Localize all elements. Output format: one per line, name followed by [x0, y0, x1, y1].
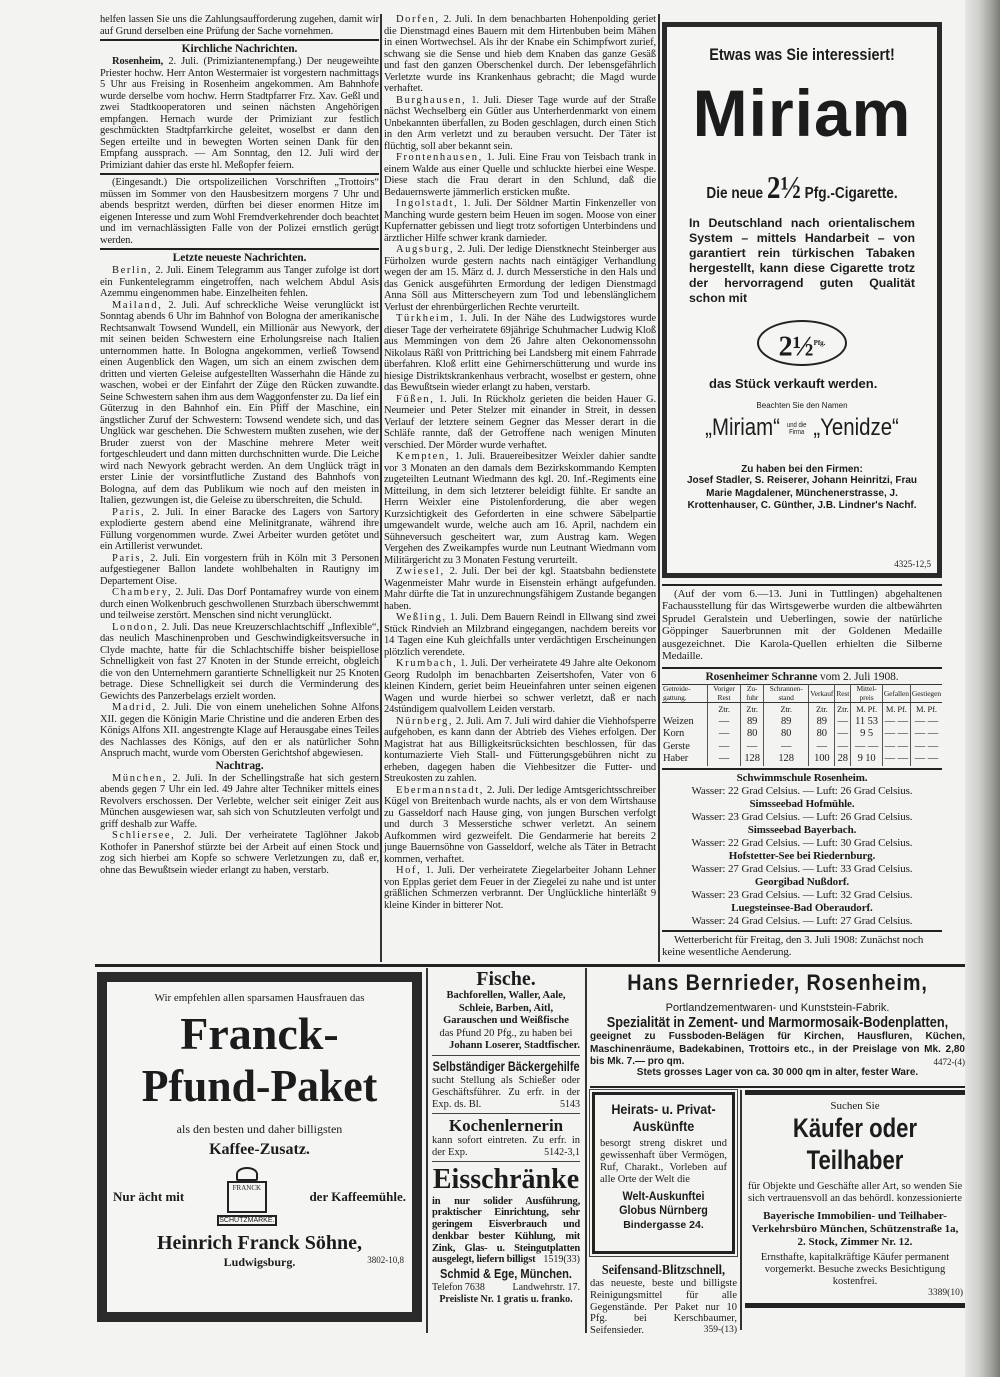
article-place: Ebermannstadt, [396, 784, 485, 796]
ad-title-1: Franck- [180, 1008, 339, 1059]
article [100, 702, 379, 760]
unit-cell: Ztr. [809, 703, 835, 716]
table-row [662, 753, 942, 766]
table-cell: Weizen [663, 715, 694, 727]
article [384, 152, 656, 198]
column-header: Voriger Rest [707, 685, 740, 703]
table-cell: — [741, 741, 764, 754]
weather-report: Wetterbericht für Freitag, den 3. Juli 1908: Zunächst noch keine wesentliche Aenderung. [662, 933, 924, 959]
article [384, 566, 656, 612]
divider [662, 930, 942, 932]
ad-code: 5142-3,1 [544, 1146, 580, 1158]
ad-body: das neueste, beste und billigste Reinigungsmittel für alle Gegenstände. Per Paket nur 10 Pfg. bei Kerschbaumer, Seifensieder. [590, 1278, 737, 1337]
article-text: 1. Juli. Dem Bauern Reindl in Ellwang sind zwei Stück Rindvieh an Milzbrand eingegangen, nachdem bereits vor 14 Tagen eine Kuh gleichfalls unter verdächtigen Erscheinungen plötzlich verendete. [384, 612, 656, 658]
ad-tagline [687, 169, 917, 206]
article-text: 2. Juli. Der verheiratete Taglöhner Jakob Kothofer in Panershof stürzte bei der Arbeit auf einen Stock und zog sich hierbei am Kopfe so schwere Verletzungen zu, daß er, ohne das Bewußtsein wieder erlangt zu haben, verstarb. [100, 830, 379, 876]
mineral-notice: (Auf der vom 6.—13. Juni in Tuttlingen) abgehaltenen Fachausstellung für das Wirtsgewerbe wurden die altbewährten Sprudel Geralstein und Ueberlingen, sowie der natürliche Göppinger Sauerbrunnen mit der Goldenen Medaille ausgezeichnet. Die Karola-Quellen erhielten die Silberne Medaille. [662, 588, 942, 663]
ad-note: Ernsthafte, kapitalkräftige Käufer permanent vorgemerkt. Besuche zwecks Besichtigung kostenfrei. [760, 1252, 950, 1287]
article-place: Dorfen, [396, 14, 440, 25]
article-place: Chambery, [112, 587, 173, 598]
article-text: 2. Juli. In der Schellingstraße hat sich gestern abends gegen 7 Uhr ein led. 49 Jahre alter Techniker mittels eines Revolvers erschossen. Der Verlebte, welcher seit einiger Zeit aus München ausgewiesen war, sah sich von Schutzleuten verfolgt und griff deshalb zur Waffe. [100, 772, 379, 830]
divider [590, 1086, 965, 1088]
heirat-ad [592, 1092, 735, 1254]
price-oval [757, 320, 847, 366]
table-row [662, 728, 942, 741]
article-text: 1. Juli. In Rückholz gerieten die beiden Hauer G. Neumeier und Peter Stelzer mit einander in Streit, in dessen Verlauf der letztere seinem Gegner das Messer derart in die Schläfe rannte, daß der Getroffene nach wenigen Minuten verschied. Der Mörder wurde verhaftet. [384, 393, 656, 451]
article-place: Hof, [396, 865, 422, 876]
divider [432, 1113, 580, 1114]
article [384, 785, 656, 866]
fish-ad [432, 968, 580, 1053]
column-header: Gestiegen [910, 685, 942, 703]
bath-name: Simsseebad Bayerbach. [747, 823, 857, 836]
submitted-text: (Eingesandt.) Die ortspolizeilichen Vorschriften „Trottoirs“ müssen im Sommer von den Hausbesitzern morgens 7 Uhr und abends bespritzt werden, dürften bei dieser enormen Hitze im eigenen Interesse und zum Wohl Fremdverkehrender doch beachtet und im vernachlässigten Falle von der Polizei ernstlich gerügt werden. [100, 177, 379, 246]
column-header: Getreide-gattung. [662, 685, 707, 703]
article-place: Weßling, [396, 612, 447, 623]
ad-body: kann sofort eintreten. Zu erfr. in der Exp. [432, 1134, 580, 1158]
unit-cell: Ztr. [835, 703, 851, 716]
article-text: 2. Juli. Am 7. Juli wird dahier die Viehhofsperre aufgehoben, es kann dann der Abtrieb des Viehes erfolgen. Der Magistrat hat aus Billigkeitsrücksichten beschlossen, für das kontumazierte Vieh Stall- und Fütterungsgebühren nicht zu erheben, dagegen haben die Viehbesitzer die Futter- und Streukosten zu zahlen. [384, 715, 656, 784]
ad-body: für Objekte und Geschäfte aller Art, so wenden Sie sich vertrauensvoll an das behördl. konzessionierte [747, 1181, 963, 1204]
article-place: Paris, [112, 552, 146, 564]
table-cell: — — [910, 741, 942, 754]
unit-cell: M. Pf. [851, 703, 883, 716]
ad-product: Kaffee-Zusatz. [209, 1141, 310, 1158]
table-cell: 100 [809, 753, 835, 766]
oval-unit: Pfg. [813, 339, 826, 347]
table-cell: — — [882, 728, 910, 741]
bernrieder-ad [590, 970, 965, 1078]
dealers-heading: Zu haben bei den Firmen: [741, 464, 863, 475]
table-cell: — [707, 753, 740, 766]
article [100, 553, 379, 588]
article [384, 716, 656, 785]
table-row [662, 741, 942, 754]
bath-name: Hofstetter-See bei Riedernburg. [728, 849, 876, 862]
dealers-list: Josef Stadler, S. Reiserer, Johann Heinritzi, Frau Marie Magdalener, Münchenerstrasse, J. Krottenhauser, C. Günther, J.B. Lindner's Nachf. [686, 475, 918, 511]
ad-company: Schmid & Ege, München. [439, 1266, 572, 1282]
small-ads-column [432, 968, 580, 1306]
ad-pretitle: Suchen Sie [830, 1100, 880, 1112]
mill-row [113, 1167, 406, 1226]
article-place: Türkheim, [396, 313, 455, 324]
ad-price: das Pfund 20 Pfg., zu haben bei [439, 1027, 573, 1039]
unit-cell: M. Pf. [882, 703, 910, 716]
article [384, 451, 656, 566]
table-cell: — — [910, 728, 942, 741]
column-rule [380, 14, 382, 962]
ad-title-2: Teilhaber [806, 1145, 904, 1175]
bath-name: Georgibad Nußdorf. [754, 875, 850, 888]
miriam-cigarette-ad [662, 22, 942, 578]
ad-city-row [107, 1255, 412, 1270]
table-cell: 28 [835, 753, 851, 766]
ad-title: Selbständiger Bäckergehilfe [432, 1057, 580, 1074]
ad-company: Bayerische Immobilien- und Teilhaber-Verkehrsbüro München, Schützenstraße 1a, 2. Stock, Zimmer Nr. 12. [751, 1210, 959, 1248]
unit-cell: M. Pf. [910, 703, 942, 716]
article-text: 2. Juli. Der ledige Amtsgerichtsschreiber Kügel von Breitenbach wurde nachts, als er von dem Wirtshause zu Gasseldorf nach Hause ging, von jungen Burschen verfolgt und durch 3 Messerstiche schwer verletzt. An seinem Aufkommen wird gezweifelt. Die Gendarmerie hat bereits 2 junge Bauernsöhne von Gasseldorf, welche als Täter in Betracht kommen, verhaftet. [384, 784, 656, 865]
table-cell: — [707, 741, 740, 754]
table-cell: 128 [763, 753, 808, 766]
table-cell: Korn [663, 728, 685, 740]
article [384, 313, 656, 394]
ad-code: 4472-(4) [933, 1056, 965, 1067]
ad-body: in nur solider Ausführung, praktischer Einrichtung, sehr geringem Eisverbrauch und denkbar bester Kühlung, mit Zink, Glas- u. Steingutplatten ausgelegt, liefern billigst [432, 1195, 580, 1266]
bath-temps: Wasser: 23 Grad Celsius. — Luft: 26 Grad Celsius. [691, 810, 913, 823]
article-place: Kempten, [396, 451, 450, 462]
supplement-heading: Nachtrag. [215, 759, 264, 772]
ad-code: 3802-10,8 [367, 1255, 404, 1265]
article-place: Füßen, [396, 393, 435, 405]
market-title-date: vom 2. Juli 1908. [820, 671, 899, 684]
soap-ad [590, 1262, 737, 1335]
table-cell: — [707, 716, 740, 729]
article-place: Burghausen, [396, 94, 467, 106]
article-place: München, [112, 772, 168, 784]
article [100, 265, 379, 300]
table-cell: — [809, 741, 835, 754]
ad-left-text: Nur ächt mit [113, 1188, 185, 1204]
column-header: Gefallen [882, 685, 910, 703]
article-text: 2. Juli. Der bei der kgl. Staatsbahn bedienstete Wagenmeister Mahr wurde in Eisenstein erhängt aufgefunden. Mahr dürfte die Tat in unzurechnungsfähigem Zustande begangen haben. [384, 566, 657, 612]
ad-code: 4325-12,5 [894, 559, 931, 569]
bath-temps: Wasser: 22 Grad Celsius. — Luft: 26 Grad Celsius. [691, 784, 913, 797]
ad-phone: Telefon 7638 [432, 1282, 485, 1294]
ad-address: Bindergasse 24. [623, 1219, 704, 1231]
article [100, 300, 379, 507]
article-text: 1. Juli. Brauereibesitzer Weixler dahier sandte vor 3 Monaten an den damals dem Bezirkskommando Kempten zugeteilten Leutnant Wiedmann des kgl. 20. Inf.-Regiments eine Mitteilung, in dem sich letzterer beleidigt fühlte. Er sandte an Herrn Weixler eine Pistolenforderung, die aber wegen Kurzsichtigkeit des Geforderten in eine schwere Säbelpartie umgewandelt wurde, welche auch am 16. April, nachdem ein Sühneversuch gescheitert war, zum Austrag kam. Wegen Vergehen des Zweikampfes wurde nun Leutnant Wiedmann vom Militärgericht zu 3 Monaten Festung verurteilt. [384, 451, 656, 566]
table-cell: 89 [763, 716, 808, 729]
table-cell: 11 53 [851, 716, 883, 729]
news-heading: Letzte neueste Nachrichten. [172, 252, 307, 264]
ad-title-1: Käufer oder [792, 1113, 918, 1143]
ad-sold: das Stück verkauft werden. [709, 376, 878, 391]
article-place: Mailand, [112, 299, 163, 311]
tagline-price: 2½ [766, 169, 801, 205]
tagline-pre: Die neue [706, 185, 764, 202]
market-title-bold: Rosenheimer Schranne [705, 671, 818, 684]
article-place: London, [112, 621, 159, 633]
buyer-ad [745, 1090, 965, 1308]
ad-city: Ludwigsburg. [223, 1255, 296, 1269]
table-cell: 9 5 [851, 728, 883, 741]
table-row [662, 716, 942, 729]
ad-speciality: Spezialität in Zement- und Marmormosaik-Bodenplatten, [606, 1014, 949, 1031]
article [384, 612, 656, 658]
table-units-row [662, 703, 942, 716]
article [384, 14, 656, 95]
table-cell: 128 [741, 753, 764, 766]
market-title [662, 671, 942, 684]
article-place: Augsburg, [396, 244, 455, 255]
ad-body: In Deutschland nach orientalischem System – mittels Handarbeit – von garantiert rein türkischen Tabaken hergestellt, kann diese Cigarette trotz der hervorragend guten Qualität schon mit [689, 216, 915, 305]
divider [100, 248, 379, 250]
table-cell: — [707, 728, 740, 741]
ad-pricelist: Preisliste Nr. 1 gratis u. franko. [439, 1294, 573, 1306]
divider [662, 768, 942, 770]
article-place: Zwiesel, [396, 566, 445, 577]
baker-ad [432, 1058, 580, 1111]
bath-temps: Wasser: 23 Grad Celsius. — Luft: 32 Grad Celsius. [691, 888, 913, 901]
article [100, 56, 379, 171]
divider [432, 1055, 580, 1056]
ad-right-text: der Kaffeemühle. [309, 1188, 406, 1204]
column-rule [658, 14, 660, 962]
table-cell: — [835, 716, 851, 729]
article-place: Berlin, [112, 265, 153, 276]
unit-cell: Ztr. [763, 703, 808, 716]
table-cell: 80 [763, 728, 808, 741]
table-cell: Gerste [663, 740, 690, 752]
name-miriam: „Miriam“ [705, 414, 780, 441]
ad-headline: Etwas was Sie interessiert! [709, 45, 895, 64]
oval-price: 2½ [778, 331, 814, 363]
table-cell: 89 [809, 716, 835, 729]
icebox-ad [432, 1164, 580, 1307]
ad-body: sucht Stellung als Schießer oder Geschäftsführer. Zu erfr. in der Exp. ds. Bl. [432, 1074, 580, 1110]
article-place: Frontenhausen, [396, 152, 483, 163]
ad-top-line: Wir empfehlen allen sparsamen Hausfrauen das [154, 992, 365, 1004]
article-text: 2. Juli. Die von einem unehelichen Sohne Alfons XII. gegen die Königin Marie Christine und die anderen Erben des Königs Alfons XII. angestrengte Klage auf Herausgabe eines Teiles des Nachlasses des Königs, auf den er als natürlicher Sohn Anspruch macht, wurde vom Obersten Gerichtshof abgewiesen. [100, 702, 379, 759]
divider [100, 39, 379, 41]
article-place: Nürnberg, [396, 715, 454, 727]
table-cell: Haber [663, 753, 689, 765]
table-cell: 80 [741, 728, 764, 741]
ad-names [687, 414, 917, 442]
article [384, 658, 656, 716]
article-place: Schliersee, [112, 830, 176, 841]
column-rule [426, 968, 428, 1333]
divider [100, 173, 379, 175]
article-text: 2. Juli. Der ledige Dienstknecht Steinberger aus Fürholzen wurde gestern nachts nach eintägiger Verhandlung wegen der am 15. März d. J. durch Messerstiche in den Hals und das Genick ausgeführten Ermordung der ledigen Dienstmagd Anna Söll aus Mitterscheyern zum Tod und lebenslänglichem Verlust der ehrenbürgerlichen Rechte verurteilt. [384, 244, 657, 313]
table-cell: — — [910, 716, 942, 729]
ad-title: Seifensand-Blitzschnell, [601, 1262, 726, 1277]
ad-seller: Johann Loserer, Stadtfischer. [449, 1040, 580, 1051]
unit-cell: Ztr. [741, 703, 764, 716]
ad-title: Fische. [476, 968, 536, 990]
page-binding-shadow [965, 0, 1000, 1377]
article [100, 830, 379, 876]
column-header: Zu-fuhr [741, 685, 764, 703]
article-text: 1. Juli. Eine Frau von Teisbach trank in einem Walde aus einer Quelle und schluckte hierbei eine Wespe. Diese stach die Frau derart in den Schlund, daß die Bedauernswerte jämmerlich ersticken mußte. [384, 152, 656, 198]
article [384, 95, 656, 153]
ad-title: Eisschränke [432, 1163, 580, 1195]
ad-title: Kochenlernerin [448, 1115, 564, 1135]
ad-title: Heirats- u. Privat-Auskünfte [611, 1101, 716, 1134]
column-rule [740, 1090, 742, 1330]
ad-body: geeignet zu Fussboden-Belägen für Kirchen, Hausfluren, Küchen, Maschinenräume, Badekabinen, Trottoirs etc., in der Preislage von Mk. 2,80 bis Mk. 7.— pro qm. [590, 1031, 965, 1067]
table-cell: — — [882, 741, 910, 754]
tagline-post: Pfg.-Cigarette. [804, 185, 898, 202]
bath-temps: Wasser: 24 Grad Celsius. — Luft: 27 Grad Celsius. [691, 914, 913, 927]
section-divider [95, 964, 965, 967]
article [100, 587, 379, 622]
ad-body: Bachforellen, Waller, Aale, Schleie, Barben, Aitl, Garauschen und Weißfische [443, 990, 569, 1026]
divider [662, 667, 942, 669]
name-connector: und die Firma [786, 421, 807, 436]
ad-code: 1519(33) [543, 1254, 580, 1266]
intro-text: helfen lassen Sie uns die Zahlungsaufforderung zugehen, damit wir auf Grund derselben eine Prüfung der Sache vornehmen. [100, 14, 379, 37]
bath-temperatures [662, 772, 942, 928]
bath-name: Simsseebad Hofmühle. [749, 797, 855, 810]
article-text: 1. Juli. Der verheiratete 49 Jahre alte Oekonom Georg Rudolph im benachbarten Zeisertshofen, Vater von 6 kleinen Kindern, geriet beim Heueinfahren unter seinen eigenen Wagen und wurde hierbei so schwer verletzt, daß er nach 24stündigem qualvollem Leiden verstarb. [384, 658, 656, 715]
article [384, 198, 656, 244]
coffee-mill-icon [217, 1167, 277, 1226]
column-header: Verkauf [809, 685, 835, 703]
bath-name: Schwimmschule Rosenheim. [736, 771, 868, 784]
article [384, 394, 656, 452]
ad-company: Welt-Auskunftei Globus Nürnberg [619, 1189, 708, 1217]
trademark-label: SCHUTZMARKE. [217, 1215, 277, 1226]
table-cell: 9 10 [851, 753, 883, 766]
divider [662, 584, 942, 586]
ad-body: besorgt streng diskret und gewissenhaft über Vermögen, Ruf, Charakt., Vorleben auf alle Orte der Welt die [600, 1138, 727, 1185]
column-header: Mittel-preis [851, 685, 883, 703]
article-text: 2. Juli. Auf schreckliche Weise verunglückt ist Sonntag abends 6 Uhr im Bahnhof von Bologna der amerikanische Rechtsanwalt Towsend Wundell, ein Millionär aus Newyork, der mit seinen beiden Schwestern eine Erholungsreise nach Italien unternommen hatte. In Bologna angekommen, verließ Towsend einen Augenblick den Wagen, um sich an einem zwischen dem dritten und vierten Geleise aufgestellten Wasserhahn die Hände zu waschen, wobei er der Einfahrt der Züge den Rücken zuwandte. Seine Schwestern sahen ihm aus dem Waggonfenster zu. Da lief ein Güterzug in den Bahnhof ein. Ein Pfiff der Maschine, ein ängstlicher Zuruf der Schwestern: Towsend wendete sich, und das Unglück war geschehen. Die Schwestern mußten zusehen, wie der Bruder zuerst von der Maschine mehrere Meter weit fortgeschleudert und dann mitten durchschnitten wurde. Die Leiche wird nach Newyork gebracht werden. An dem Unglück trägt in erster Linie der vorsintflutliche Zustand des Bahnhofs von Bologna, auf dem das Publikum wie noch auf den meisten in Italien, gezwungen ist, die Geleise zu überschreiten, die Schuld. [100, 299, 380, 506]
left-column [100, 14, 379, 876]
article-text: 1. Juli. In der Nähe des Ludwigstores wurde dieser Tage der verheiratete 69jährige Schuhmacher Ludwig Kloß aus Memmingen von dem 26 Jahre alten Oekonomenssohn Nikolaus Räßl von Prittriching bei Landsberg mit einem Fahrrade überfahren. Kloß erlitt eine Gehirnerschütterung und wurde ins hiesige Distriktskrankenhaus verbracht, woselbst er gestern, ohne das Bewußtsein wieder erlangt zu haben, verstarb. [384, 313, 657, 393]
table-header-row [662, 685, 942, 703]
table-cell: — [835, 728, 851, 741]
article-text: 2. Juli. (Primiziantenempfang.) Der neugeweihte Priester hochw. Herr Anton Westermaier ist vorgestern nachmittags 5 Uhr aus Freising in Rosenheim angekommen. Am Bahnhofe wurde derselbe vom hochw. Herrn Stadtpfarrer Frz. Xav. Geßl und zwei Stadtkooperatoren und seinen nächsten Angehörigen empfangen. Hernach wurde der Primiziant zur festlich geschmückten Stadtpfarrkirche geleitet, woselbst er dann den Segen erteilte und in bewegten Worten seinen Dank für den Empfang aussprach. — Am Sonntag, den 12. Juli wird der Primiziant dahier das erste hl. Meßopfer feiern. [100, 56, 379, 171]
franck-coffee-ad [97, 972, 422, 1322]
middle-column [384, 14, 656, 911]
article-place: Paris, [112, 506, 146, 518]
article-text: 1. Juli. Der verheiratete Ziegelarbeiter Johann Lehner von Epplas geriet dem Feuer in der Ziegelei zu nahe und ist unter gräßlichen Schmerzen verbrannt. Der Unglückliche hinterläßt 9 kleine Kinder in bitterer Not. [384, 865, 656, 911]
article-text: 2. Juli. Das neue Kreuzerschlachtschiff „Inflexible“, das neulich Maschinenproben und Geschwindigkeitsversuche in Clyde machte, hatte für die Schlachtschiffe bisher beispiellose Schnelligkeit von fast 27 Knoten in der Stunde erreicht, obgleich die von den Unternehmern garantierte Schnelligkeit nur 25 Knoten betrage. Diese Schnelligkeit sei durch die Verminderung des Gewichts des Panzerbelags erzielt worden. [100, 621, 379, 702]
ad-company: Heinrich Franck Söhne, [156, 1232, 362, 1254]
table-cell: — [835, 741, 851, 754]
article [100, 773, 379, 831]
article-text: 2. Juli. Das Dorf Pontamafrey wurde von einem durch einen Wolkenbruch geschwollenen Sturzbach überschwemmt und teilweise zerstört. Menschen sind nicht verunglückt. [100, 587, 379, 621]
article-text: 1. Juli. Dieser Tage wurde auf der Straße nächst Wechselberg ein Gütler aus Unterherdenmarkt von einem Unbekannten überfallen, zu Boden geschlagen, durch einen Stich in den Arm verletzt und zu berauben versucht. Der Täter ist flüchtig, soll aber bekannt sein. [384, 94, 656, 152]
right-column [662, 582, 942, 959]
ad-code: 5143 [560, 1098, 580, 1110]
ad-title-2: Pfund-Paket [141, 1060, 378, 1111]
table-cell: 89 [741, 716, 764, 729]
name-yenidze: „Yenidze“ [813, 414, 899, 441]
ad-code: 3389(10) [928, 1288, 963, 1298]
divider [432, 1161, 580, 1162]
church-heading: Kirchliche Nachrichten. [181, 43, 298, 55]
unit-cell: Ztr. [707, 703, 740, 716]
article-text: 1. Juli. Der Söldner Martin Finkenzeller von Manching wurde gestern beim Heuen im sogen. Moose von einer Kupfernatter gebissen und liegt trotz sofortigen Unterbindens und ärztlicher Hilfe schwer krank darnieder. [384, 198, 656, 244]
mill-label: FRANCK [227, 1181, 267, 1213]
cook-ad [432, 1116, 580, 1159]
table-cell: — — [882, 716, 910, 729]
article [100, 622, 379, 703]
article-place: Ingolstadt, [396, 198, 459, 209]
article [384, 244, 656, 313]
grain-market-table [662, 684, 942, 766]
table-cell: — — [910, 753, 942, 766]
ad-title: Hans Bernrieder, Rosenheim, [627, 970, 928, 995]
article-text: 2. Juli. Einem Telegramm aus Tanger zufolge ist dort ein Funkentelegramm eingetroffen, nach welchem Abdul Asis Azemmu eingenommen habe. Einzelheiten fehlen. [100, 265, 379, 299]
bath-temps: Wasser: 27 Grad Celsius. — Luft: 33 Grad Celsius. [691, 862, 913, 875]
ad-address: Landwehrstr. 17. [512, 1282, 580, 1294]
column-rule [585, 968, 587, 1333]
ad-contact-row [432, 1282, 580, 1294]
ad-brand: Miriam [692, 76, 912, 150]
table-cell: — — [882, 753, 910, 766]
bath-name: Luegsteinsee-Bad Oberaudorf. [731, 901, 873, 914]
ad-subtitle: Portlandzementwaren- und Kunststein-Fabrik. [665, 1002, 890, 1014]
article-place: Rosenheim, [112, 56, 164, 67]
ad-note: Beachten Sie den Namen [756, 401, 848, 410]
article-place: Krumbach, [396, 658, 458, 669]
article [100, 507, 379, 553]
table-cell: — [763, 741, 808, 754]
table-cell: — — [851, 741, 883, 754]
bath-temps: Wasser: 22 Grad Celsius. — Luft: 30 Grad Celsius. [691, 836, 913, 849]
column-header: Schrannen-stand [763, 685, 808, 703]
article-text: 2. Juli. In dem benachbarten Hohenpolding geriet die Dienstmagd eines Bauern mit dem Hirtenbuben beim Mähen in einen Wortwechsel. Als ihr der Knabe ein Schimpfwort zurief, schwang sie die Sense und hieb dem Knaben das ganze Gesäß und fast den ganzen Oberschenkel durch. Der lebensgefährlich Verletzte wurde ins Krankenhaus gebracht; die Magd wurde verhaftet. [384, 14, 656, 94]
unit-cell [662, 703, 707, 716]
ad-sub: als den besten und daher billigsten [176, 1122, 343, 1136]
table-cell: 80 [809, 728, 835, 741]
ad-code: 359-(13) [703, 1324, 737, 1335]
ad-stock: Stets grosses Lager von ca. 30 000 qm in alter, fester Ware. [636, 1066, 919, 1078]
column-header: Rest [835, 685, 851, 703]
article-place: Madrid, [112, 702, 157, 713]
article [384, 865, 656, 911]
article-text: 2. Juli. In einer Baracke des Lagers von Sartory explodierte gestern abend eine Melinitgranate, während ihre Füllung vorgenommen wurde. Zwei Arbeiter wurden getötet und ein Artillerist verwundet. [100, 506, 379, 552]
article-text: 2. Juli. Ein vorgestern früh in Köln mit 3 Personen aufgestiegener Ballon landete wohlbehalten in Rautigny im Departement Oise. [100, 552, 379, 587]
